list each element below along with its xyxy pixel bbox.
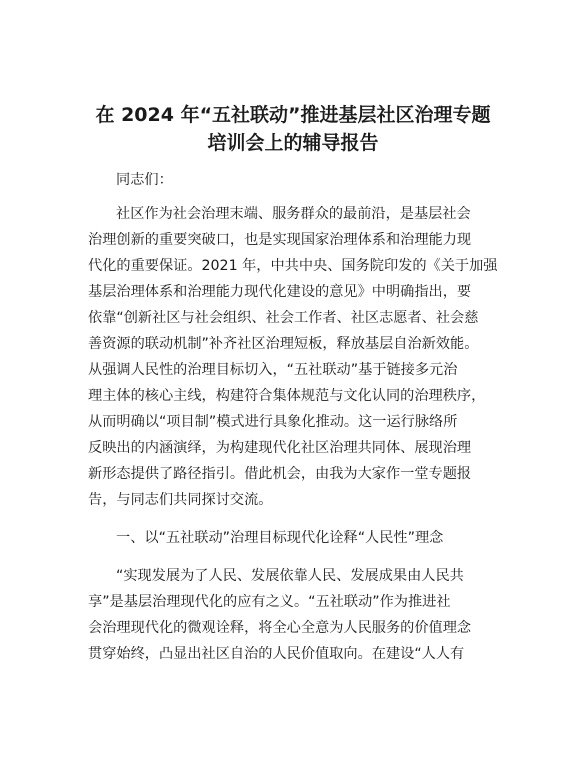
section-1-heading: 一、以“五社联动”治理目标现代化诠释“人民性”理念 xyxy=(116,530,444,546)
paragraph-1-line: 从强调人民性的治理目标切入，“五社联动”基于链接多元治 xyxy=(88,362,458,378)
paragraph-1-line: 善资源的联动机制”补齐社区治理短板，释放基层自治新效能。 xyxy=(88,336,479,352)
paragraph-1-line: 告，与同志们共同探讨交流。 xyxy=(88,492,273,508)
document-title-line-1: 在 2024 年“五社联动”推进基层社区治理专题 xyxy=(95,104,491,126)
document-title-line-2: 培训会上的辅导报告 xyxy=(207,132,379,154)
paragraph-2-line: 贯穿始终，凸显出社区自治的人民价值取向。在建设“人人有 xyxy=(88,646,465,662)
paragraph-1-line: 代化的重要保证。2021 年，中共中央、国务院印发的《关于加强 xyxy=(88,258,498,274)
paragraph-1-line: 治理创新的重要突破口，也是实现国家治理体系和治理能力现 xyxy=(88,232,472,248)
paragraph-2-line: 会治理现代化的微观诠释，将全心全意为人民服务的价值理念 xyxy=(88,620,472,636)
salutation: 同志们： xyxy=(116,172,173,188)
paragraph-1-line: 基层治理体系和治理能力现代化建设的意见》中明确指出，要 xyxy=(88,284,472,300)
paragraph-1-line: 新形态提供了路径指引。借此机会，由我为大家作一堂专题报 xyxy=(88,466,472,482)
paragraph-2-line: “实现发展为了人民、发展依靠人民、发展成果由人民共 xyxy=(116,568,464,584)
paragraph-1-line: 依靠“创新社区与社会组织、社会工作者、社区志愿者、社会慈 xyxy=(88,310,479,326)
paragraph-1-line: 社区作为社会治理末端、服务群众的最前沿，是基层社会 xyxy=(116,206,471,222)
paragraph-1-line: 理主体的核心主线，构建符合集体规范与文化认同的治理秩序， xyxy=(88,388,486,404)
paragraph-1-line: 从而明确以“项目制”模式进行具象化推动。这一运行脉络所 xyxy=(88,414,458,430)
paragraph-1-line: 反映出的内涵演绎，为构建现代化社区治理共同体、展现治理 xyxy=(88,440,472,456)
paragraph-2-line: 享”是基层治理现代化的应有之义。“五社联动”作为推进社 xyxy=(88,594,451,610)
